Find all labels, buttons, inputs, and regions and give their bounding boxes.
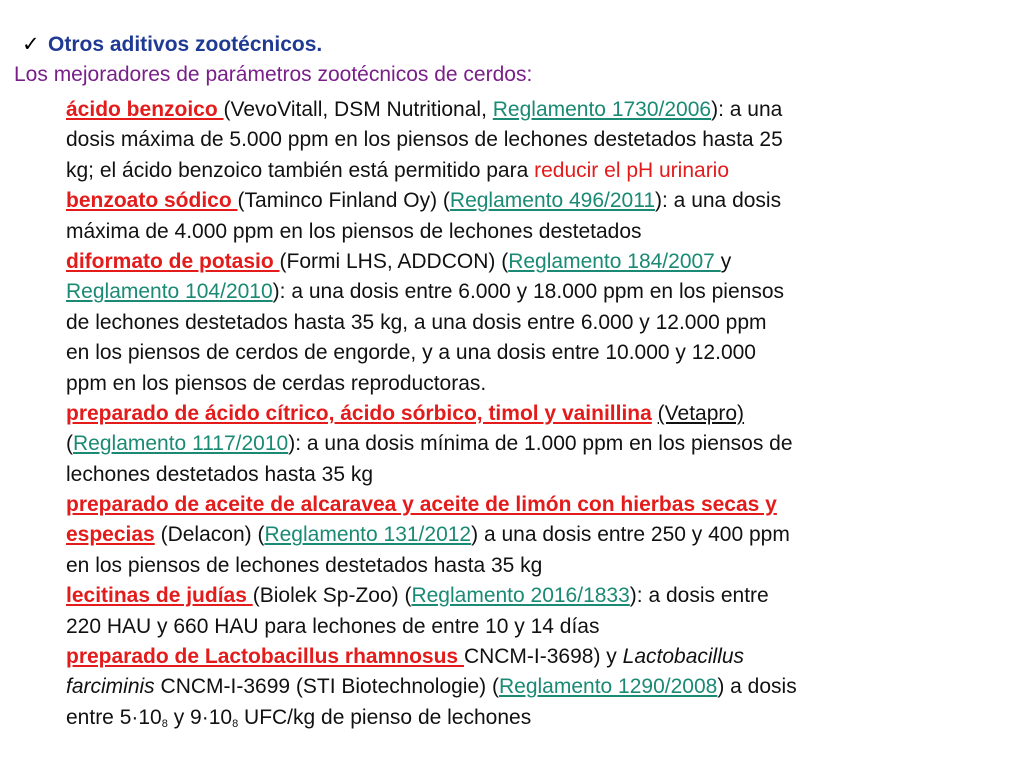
checkmark-icon: ✓ bbox=[22, 33, 40, 56]
entry-lactobacillus-prep-line-2 bbox=[66, 672, 996, 702]
regulation-link[interactable]: Reglamento 131/2012 bbox=[264, 523, 472, 547]
entry-text: ) a dosis bbox=[717, 675, 797, 699]
entry-benzoic-acid-line-3 bbox=[66, 156, 996, 186]
entry-text: ): a una dosis mínima de 1.000 ppm en los piensos de bbox=[288, 432, 793, 456]
regulation-link[interactable]: Reglamento 104/2010 bbox=[66, 280, 273, 304]
entry-text: (Taminco Finland Oy) ( bbox=[237, 189, 450, 213]
entry-bean-lecithin-line-2: 220 HAU y 660 HAU para lechones de entre 10 y 14 días bbox=[66, 614, 600, 638]
entry-text: entre 5·10 bbox=[66, 705, 162, 729]
additive-name: especias bbox=[66, 523, 155, 547]
entry-lactobacillus-prep-line-3 bbox=[66, 703, 996, 733]
entry-bean-lecithin-line-1 bbox=[66, 581, 996, 611]
entry-caraway-oil-prep-line-2 bbox=[66, 520, 996, 550]
entry-text: (Formi LHS, ADDCON) ( bbox=[279, 249, 509, 273]
additive-name: lecitinas de judías bbox=[66, 584, 253, 608]
entry-text: kg; el ácido benzoico también está permitido para bbox=[66, 158, 535, 182]
regulation-link[interactable]: Reglamento 184/2007 bbox=[508, 249, 721, 273]
regulation-link[interactable]: Reglamento 2016/1833 bbox=[411, 584, 630, 608]
entry-text: (Delacon) ( bbox=[154, 523, 265, 547]
entry-potassium-diformate-line-1 bbox=[66, 247, 996, 277]
additive-name: preparado de Lactobacillus rhamnosus bbox=[66, 645, 464, 669]
regulation-link[interactable]: Reglamento 1290/2008 bbox=[498, 675, 718, 699]
entry-sodium-benzoate-line-1 bbox=[66, 186, 996, 216]
exponent: 8 bbox=[232, 717, 239, 730]
entry-text: CNCM-I-3699 (STI Biotechnologie) ( bbox=[154, 675, 499, 699]
entry-text: ) a una dosis entre 250 y 400 ppm bbox=[471, 523, 790, 547]
additive-name: preparado de aceite de alcaravea y aceite de limón con hierbas secas y bbox=[66, 493, 777, 517]
entry-text: ): a una bbox=[711, 98, 783, 121]
entry-caraway-oil-prep-line-1 bbox=[66, 490, 996, 520]
additive-list bbox=[66, 95, 996, 733]
entry-text: (VevoVitall, DSM Nutritional, bbox=[223, 98, 493, 121]
species-name: farciminis bbox=[66, 675, 155, 699]
entry-citric-acid-prep-line-2 bbox=[66, 429, 996, 459]
entry-benzoic-acid-line-1 bbox=[66, 95, 996, 125]
regulation-link[interactable]: Reglamento 496/2011 bbox=[449, 189, 656, 213]
entry-text: y bbox=[720, 249, 732, 273]
entry-citric-acid-prep-line-3: lechones destetados hasta 35 kg bbox=[66, 462, 374, 486]
entry-text: ( bbox=[66, 432, 73, 456]
additive-name: benzoato sódico bbox=[66, 189, 238, 213]
section-heading-text: Otros aditivos zootécnicos. bbox=[48, 33, 323, 56]
entry-text: ): a una dosis entre 6.000 y 18.000 ppm en los piensos bbox=[272, 280, 785, 304]
entry-lactobacillus-prep-line-1 bbox=[66, 642, 996, 672]
entry-potassium-diformate-line-4: en los piensos de cerdos de engorde, y a una dosis entre 10.000 y 12.000 bbox=[66, 341, 756, 365]
additive-name: preparado de ácido cítrico, ácido sórbico, timol y vainillina bbox=[66, 401, 652, 425]
species-name: Lactobacillus bbox=[622, 645, 745, 669]
entry-text: (Biolek Sp-Zoo) ( bbox=[252, 584, 412, 608]
regulation-link[interactable]: Reglamento 1117/2010 bbox=[73, 432, 289, 456]
entry-caraway-oil-prep-line-3: en los piensos de lechones destetados hasta 35 kg bbox=[66, 553, 543, 577]
regulation-link[interactable]: Reglamento 1730/2006 bbox=[492, 98, 712, 121]
entry-potassium-diformate-line-2 bbox=[66, 277, 996, 307]
entry-benzoic-acid-line-2: dosis máxima de 5.000 ppm en los piensos de lechones destetados hasta 25 bbox=[66, 128, 783, 152]
section-heading bbox=[22, 32, 322, 57]
entry-sodium-benzoate-line-2: máxima de 4.000 ppm en los piensos de lechones destetados bbox=[66, 219, 642, 243]
entry-text: ): a dosis entre bbox=[629, 584, 769, 608]
entry-text: UFC/kg de pienso de lechones bbox=[238, 705, 532, 729]
additive-name: ácido benzoico bbox=[66, 98, 224, 121]
brand-name: (Vetapro) bbox=[657, 401, 745, 425]
intro-text: Los mejoradores de parámetros zootécnicos de cerdos: bbox=[14, 63, 533, 86]
entry-text: ): a una dosis bbox=[655, 189, 782, 213]
entry-citric-acid-prep-line-1 bbox=[66, 399, 996, 429]
entry-potassium-diformate-line-3: de lechones destetados hasta 35 kg, a una dosis entre 6.000 y 12.000 ppm bbox=[66, 310, 767, 334]
highlight-text: reducir el pH urinario bbox=[534, 158, 730, 182]
entry-potassium-diformate-line-5: ppm en los piensos de cerdas reproductoras. bbox=[66, 371, 487, 395]
entry-text: CNCM-I-3698) y bbox=[463, 645, 623, 669]
additive-name: diformato de potasio bbox=[66, 249, 280, 273]
entry-text: y 9·10 bbox=[167, 705, 233, 729]
exponent: 8 bbox=[161, 717, 168, 730]
